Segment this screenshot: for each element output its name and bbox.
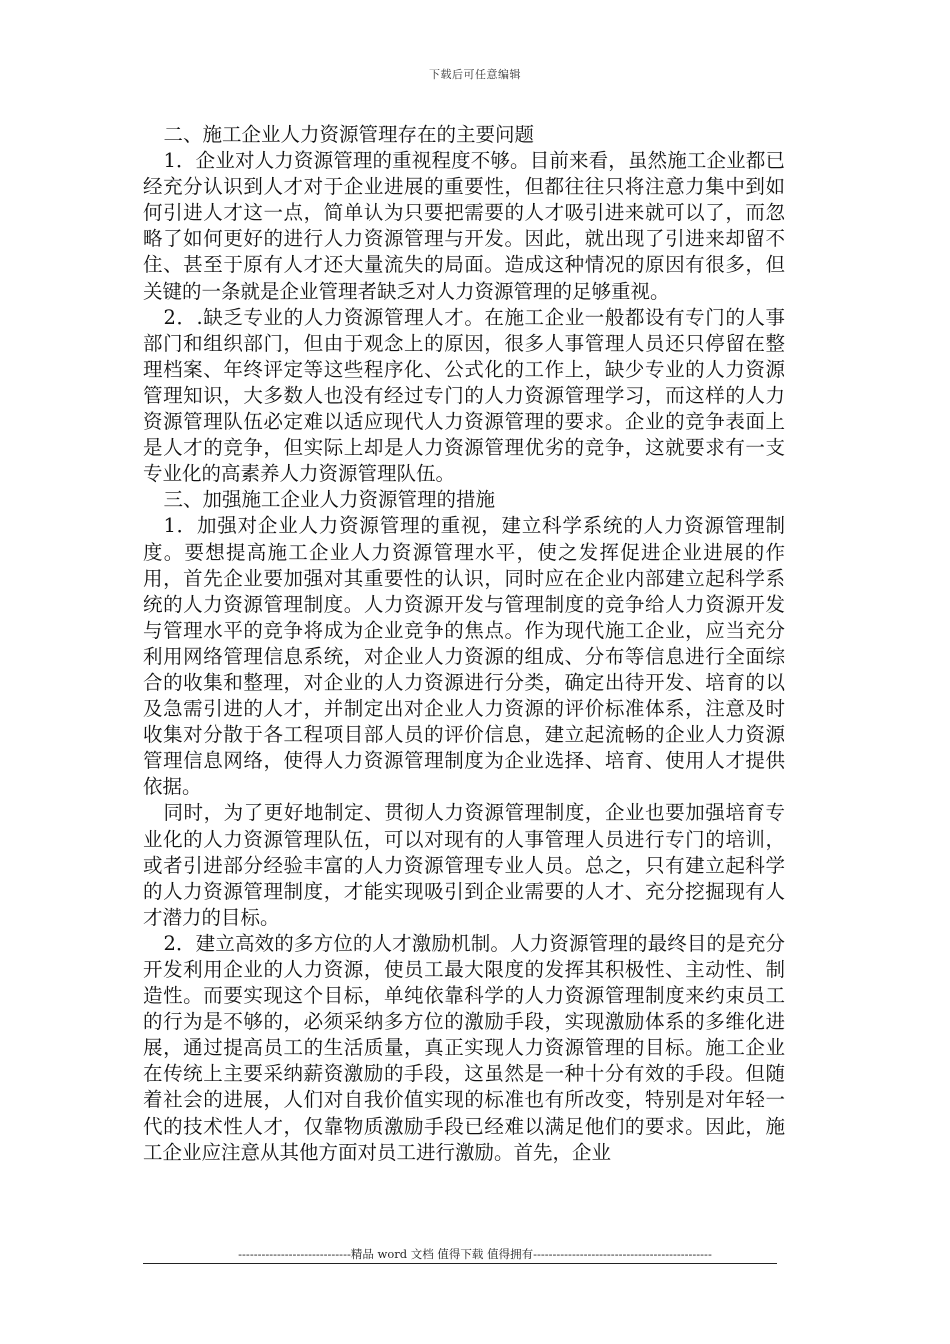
paragraph-measure-1: 1．加强对企业人力资源管理的重视，建立科学系统的人力资源管理制度。要想提高施工企业人力资源管理水平，使之发挥促进企业进展的作用，首先企业要加强对其重要性的认识，同时应在企业内部建立起科学系统的人力资源管理制度。人力资源开发与管理制度的竞争给人力资源开发与管理水平的竞争将成为企业竞争的焦点。作为现代施工企业，应当充分利用网络管理信息系统，对企业人力资源的组成、分布等信息进行全面综合的收集和整理，对企业的人力资源进行分类，确定出待开发、培育的以及急需引进的人才，并制定出对企业人力资源的评价标准体系，注意及时收集对分散于各工程项目部人员的评价信息，建立起流畅的企业人力资源管理信息网络，使得人力资源管理制度为企业选择、培育、使用人才提供依据。 [143, 514, 785, 799]
footer-divider [143, 1263, 777, 1264]
paragraph-measure-1-continued: 同时，为了更好地制定、贯彻人力资源管理制度，企业也要加强培育专业化的人力资源管理队伍，可以对现有的人事管理人员进行专门的培训，或者引进部分经验丰富的人力资源管理专业人员。总之，只有建立起科学的人力资源管理制度，才能实现吸引到企业需要的人才、充分挖掘现有人才潜力的目标。 [143, 801, 785, 929]
footer-text: -----------------------------精品 word 文档 值得下载 值得拥有---------------------------------------------- [238, 1247, 712, 1261]
paragraph-problem-1: 1．企业对人力资源管理的重视程度不够。目前来看，虽然施工企业都已经充分认识到人才对于企业进展的重要性，但都往往只将注意力集中到如何引进人才这一点，简单认为只要把需要的人才吸引进来就可以了，而忽略了如何更好的进行人力资源管理与开发。因此，就出现了引进来却留不住、甚至于原有人才还大量流失的局面。造成这种情况的原因有很多，但关键的一条就是企业管理者缺乏对人力资源管理的足够重视。 [143, 149, 785, 303]
paragraph-measure-2: 2．建立高效的多方位的人才激励机制。人力资源管理的最终目的是充分开发利用企业的人力资源，使员工最大限度的发挥其积极性、主动性、制造性。而要实现这个目标，单纯依靠科学的人力资源管理制度来约束员工的行为是不够的，必须采纳多方位的激励手段，实现激励体系的多维化进展，通过提高员工的生活质量，真正实现人力资源管理的目标。施工企业在传统上主要采纳薪资激励的手段，这虽然是一种十分有效的手段。但随着社会的进展，人们对自我价值实现的标准也有所改变，特别是对年轻一代的技术性人才，仅靠物质激励手段已经难以满足他们的要求。因此，施工企业应注意从其他方面对员工进行激励。首先，企业 [143, 931, 785, 1164]
section-heading-measures: 三、加强施工企业人力资源管理的措施 [163, 488, 495, 512]
paragraph-problem-2: 2．.缺乏专业的人力资源管理人才。在施工企业一般都设有专门的人事部门和组织部门，但由于观念上的原因，很多人事管理人员还只停留在整理档案、年终评定等这些程序化、公式化的工作上，缺少专业的人力资源管理知识，大多数人也没有经过专门的人力资源管理学习，而这样的人力资源管理队伍必定难以适应现代人力资源管理的要求。企业的竞争表面上是人才的竞争，但实际上却是人力资源管理优劣的竞争，这就要求有一支专业化的高素养人力资源管理队伍。 [143, 305, 785, 486]
section-heading-problems: 二、施工企业人力资源管理存在的主要问题 [163, 123, 534, 146]
header-note: 下载后可任意编辑 [429, 68, 521, 81]
document-body [143, 122, 785, 1166]
